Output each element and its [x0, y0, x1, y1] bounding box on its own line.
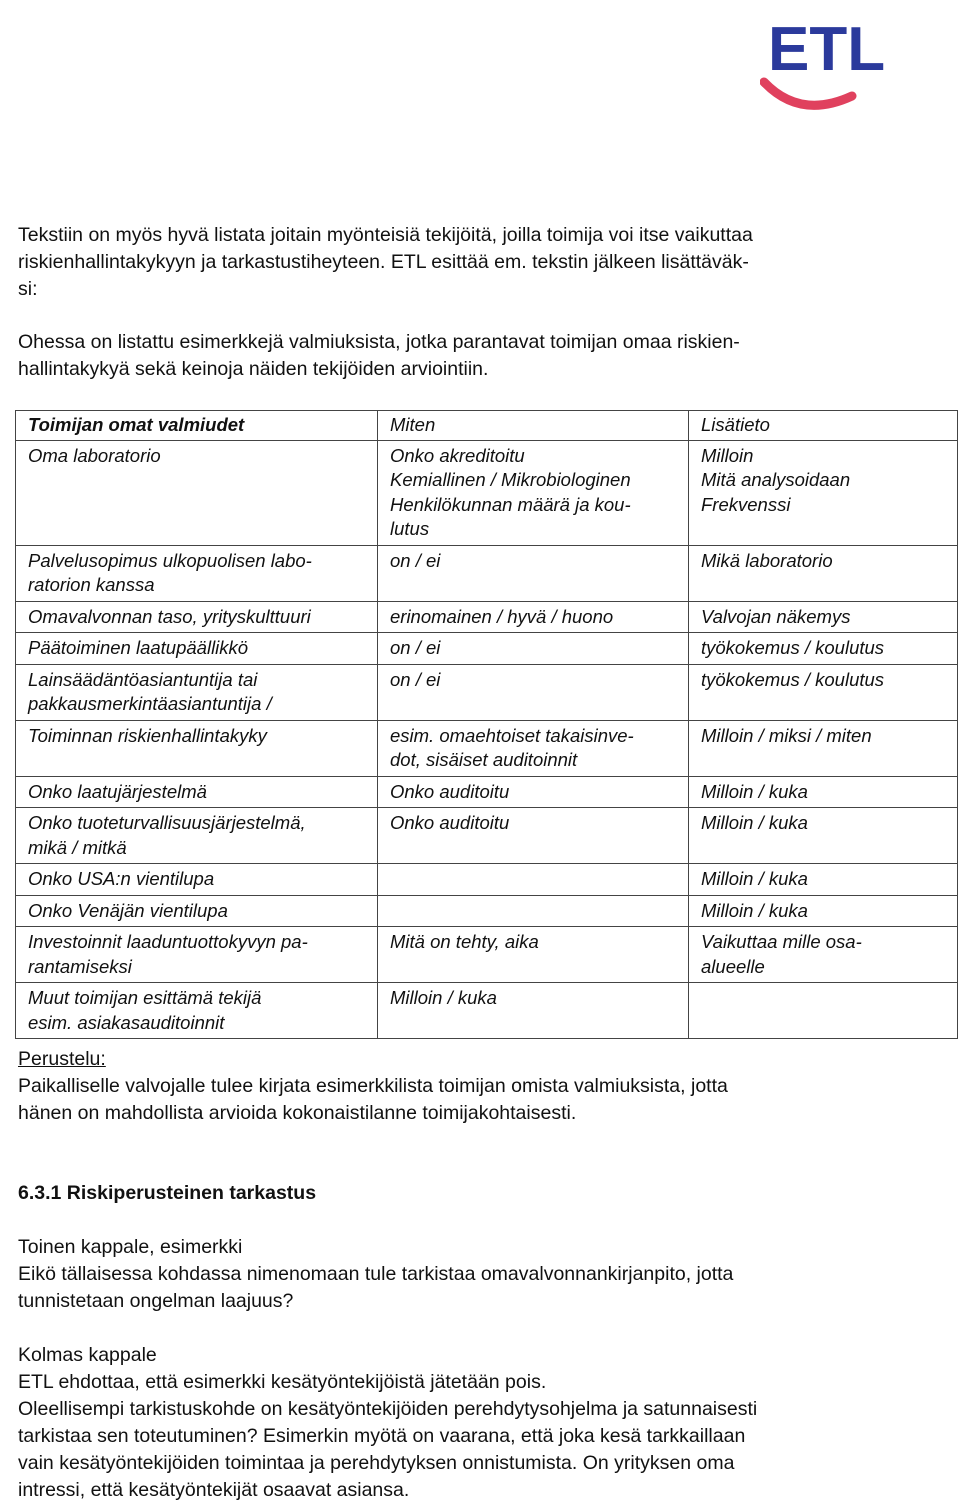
cell-line: Mikä laboratorio: [701, 549, 833, 571]
info-cell: [689, 895, 958, 927]
intro-p1-line: si:: [18, 278, 38, 300]
cell-line: ratorion kanssa: [28, 574, 155, 595]
toinen-line: tunnistetaan ongelman laajuus?: [18, 1290, 294, 1312]
cell-line: Päätoiminen laatupäällikkö: [28, 637, 249, 658]
intro-p1-line: riskienhallintakykyyn ja tarkastustiheyteen. ETL esittää em. tekstin jälkeen lisättäväk-: [18, 251, 749, 273]
cell-line: Milloin / kuka: [701, 899, 808, 921]
kolmas-section: [18, 1342, 757, 1504]
info-cell: [689, 720, 958, 776]
cell-line: on / ei: [390, 668, 441, 690]
cell-line: Investoinnit laaduntuottokyvyn pa-: [28, 931, 308, 952]
section-title: Riskiperusteinen tarkastus: [66, 1182, 317, 1204]
info-cell: [689, 776, 958, 808]
method-cell: [378, 983, 689, 1039]
cell-line: Palvelusopimus ulkopuolisen labo-: [28, 549, 312, 571]
info-cell: [689, 545, 958, 601]
capability-cell: [16, 776, 378, 808]
cell-line: Milloin / kuka: [390, 987, 497, 1008]
header-how: Miten: [378, 411, 689, 441]
cell-line: Milloin: [701, 444, 754, 466]
capabilities-table: [15, 410, 958, 1039]
method-cell: [378, 927, 689, 983]
toinen-line: Eikö tällaisessa kohdassa nimenomaan tule tarkistaa omavalvonnankirjanpito, jotta: [18, 1263, 734, 1285]
cell-line: dot, sisäiset auditoinnit: [390, 749, 578, 770]
section-number: 6.3.1: [18, 1182, 62, 1204]
cell-line: Onko laatujärjestelmä: [28, 780, 207, 802]
cell-line: työkokemus / koulutus: [701, 637, 885, 658]
table-row: [16, 720, 958, 776]
method-cell: [378, 633, 689, 665]
cell-line: Onko akreditoitu: [390, 444, 525, 466]
capability-cell: [16, 720, 378, 776]
table-row: [16, 440, 958, 545]
kolmas-line: vain kesätyöntekijöiden toimintaa ja perehdytyksen onnistumista. On yrityksen oma: [18, 1452, 735, 1474]
logo-swoosh: [764, 82, 852, 105]
etl-logo: [760, 8, 900, 120]
info-cell: [689, 864, 958, 896]
cell-line: Valvojan näkemys: [701, 605, 851, 627]
logo-text: ETL: [768, 15, 886, 84]
table-row: [16, 601, 958, 633]
cell-line: työkokemus / koulutus: [701, 668, 885, 690]
intro-p2-line: hallintakykyä sekä keinoja näiden tekijöiden arviointiin.: [18, 358, 489, 380]
capability-cell: [16, 895, 378, 927]
cell-line: Kemiallinen / Mikrobiologinen: [390, 469, 631, 490]
cell-line: Milloin / kuka: [701, 780, 808, 802]
kolmas-line: ETL ehdottaa, että esimerkki kesätyöntekijöistä jätetään pois.: [18, 1371, 547, 1393]
cell-line: Milloin / miksi / miten: [701, 724, 872, 746]
capability-cell: [16, 808, 378, 864]
cell-line: Onko Venäjän vientilupa: [28, 899, 228, 921]
capability-cell: [16, 983, 378, 1039]
cell-line: Muut toimijan esittämä tekijä: [28, 987, 262, 1008]
table-row: [16, 776, 958, 808]
table-row: [16, 895, 958, 927]
kolmas-label: Kolmas kappale: [18, 1344, 157, 1366]
cell-line: Onko tuoteturvallisuusjärjestelmä,: [28, 812, 306, 833]
method-cell: [378, 808, 689, 864]
intro-p2-line: Ohessa on listattu esimerkkejä valmiuksista, jotka parantavat toimijan omaa riskien-: [18, 331, 740, 353]
method-cell: [378, 545, 689, 601]
perustelu-line: Paikalliselle valvojalle tulee kirjata esimerkkilista toimijan omista valmiuksista, jotta: [18, 1075, 728, 1097]
cell-line: on / ei: [390, 549, 441, 571]
capability-cell: [16, 601, 378, 633]
method-cell: [378, 864, 689, 896]
capability-cell: [16, 864, 378, 896]
cell-line: esim. asiakasauditoinnit: [28, 1011, 225, 1033]
cell-line: Oma laboratorio: [28, 444, 161, 466]
kolmas-line: intressi, että kesätyöntekijät osaavat asiansa.: [18, 1479, 410, 1501]
cell-line: Milloin / kuka: [701, 868, 808, 889]
kolmas-line: tarkistaa sen toteutuminen? Esimerkin myötä on vaarana, että joka kesä tarkkaillaan: [18, 1425, 746, 1447]
cell-line: esim. omaehtoiset takaisinve-: [390, 724, 634, 746]
header-capabilities: Toimijan omat valmiudet: [16, 411, 378, 441]
info-cell: [689, 601, 958, 633]
info-cell: [689, 927, 958, 983]
toinen-label: Toinen kappale, esimerkki: [18, 1236, 243, 1258]
table-row: [16, 633, 958, 665]
table-row: [16, 927, 958, 983]
capability-cell: [16, 633, 378, 665]
cell-line: Frekvenssi: [701, 493, 791, 515]
info-cell: [689, 633, 958, 665]
cell-line: lutus: [390, 518, 430, 539]
capability-cell: [16, 664, 378, 720]
cell-line: mikä / mitkä: [28, 836, 127, 858]
toinen-section: [18, 1234, 733, 1315]
cell-line: Toiminnan riskienhallintakyky: [28, 724, 267, 746]
kolmas-line: Oleellisempi tarkistuskohde on kesätyöntekijöiden perehdytysohjelma ja satunnaisesti: [18, 1398, 758, 1420]
perustelu-label: Perustelu:: [18, 1048, 106, 1070]
method-cell: [378, 601, 689, 633]
cell-line: pakkausmerkintäasiantuntija /: [28, 693, 272, 714]
cell-line: erinomainen / hyvä / huono: [390, 605, 614, 627]
cell-line: rantamiseksi: [28, 955, 132, 977]
cell-line: on / ei: [390, 637, 441, 658]
method-cell: [378, 776, 689, 808]
capability-cell: [16, 545, 378, 601]
cell-line: Onko auditoitu: [390, 780, 510, 802]
capability-cell: [16, 927, 378, 983]
intro-paragraph-2: [18, 329, 740, 383]
cell-line: Lainsäädäntöasiantuntija tai: [28, 668, 258, 690]
cell-line: Onko USA:n vientilupa: [28, 868, 215, 889]
table-row: [16, 808, 958, 864]
intro-paragraph-1: [18, 222, 753, 303]
intro-p1-line: Tekstiin on myös hyvä listata joitain myönteisiä tekijöitä, joilla toimija voi itse vaikuttaa: [18, 224, 753, 246]
cell-line: Henkilökunnan määrä ja kou-: [390, 493, 631, 515]
info-cell: [689, 983, 958, 1039]
perustelu-section: [18, 1046, 728, 1127]
table-row: [16, 545, 958, 601]
method-cell: [378, 440, 689, 545]
cell-line: Mitä analysoidaan: [701, 469, 851, 490]
cell-line: Vaikuttaa mille osa-: [701, 931, 862, 952]
section-heading: [18, 1180, 316, 1207]
cell-line: alueelle: [701, 955, 765, 977]
table-row: [16, 664, 958, 720]
method-cell: [378, 664, 689, 720]
table-row: [16, 864, 958, 896]
cell-line: Milloin / kuka: [701, 812, 808, 833]
capability-cell: [16, 440, 378, 545]
method-cell: [378, 895, 689, 927]
perustelu-line: hänen on mahdollista arvioida kokonaistilanne toimijakohtaisesti.: [18, 1102, 577, 1124]
table-row: [16, 983, 958, 1039]
cell-line: Omavalvonnan taso, yrityskulttuuri: [28, 605, 311, 627]
info-cell: [689, 808, 958, 864]
info-cell: [689, 664, 958, 720]
header-info: Lisätieto: [689, 411, 958, 441]
info-cell: [689, 440, 958, 545]
table-header-row: [16, 411, 958, 441]
method-cell: [378, 720, 689, 776]
cell-line: Mitä on tehty, aika: [390, 931, 539, 952]
cell-line: Onko auditoitu: [390, 812, 510, 833]
